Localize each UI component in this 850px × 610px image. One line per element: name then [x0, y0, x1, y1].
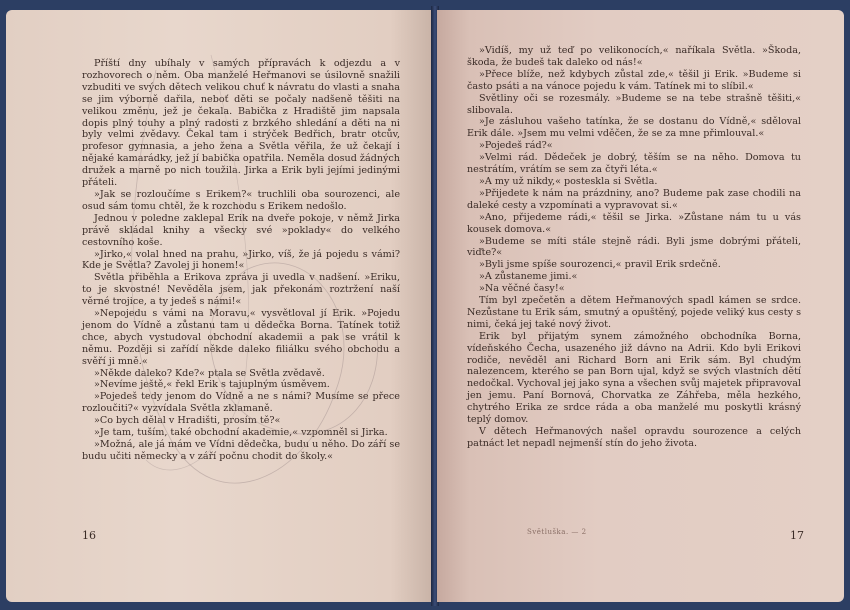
paragraph: »Nevíme ještě,« řekl Erik s tajuplným úsměvem. [94, 379, 330, 391]
page-number-left: 16 [82, 529, 96, 542]
paragraph: Tím byl zpečetěn a dětem Heřmanových spadl kámen se srdce. Nezůstane tu Erik sám, smutný a opuštěný, pojede veliký kus cesty s nimi, čeká jej také nový život. [467, 295, 801, 330]
paragraph: »Velmi rád. Dědeček je dobrý, těším se na něho. Domova tu nestrátím, vrátím se sem za čtyři léta.« [467, 152, 801, 176]
paragraph: »Co bych dělal v Hradišti, prosím tě?« [94, 415, 281, 427]
paragraph: Světliny oči se rozesmály. »Budeme se na tebe strašně těšiti,« slibovala. [467, 92, 801, 116]
left-page-text [82, 58, 400, 463]
paragraph: V dětech Heřmanových našel opravdu sourozence a celých patnáct let nepadl nejmenší stín do jeho života. [467, 426, 801, 449]
paragraph: »Jak se rozloučíme s Erikem?« truchlili oba sourozenci, ale osud sám tomu chtěl, že k rozchodu s Erikem nedošlo. [82, 188, 400, 212]
paragraph: »Pojedeš tedy jenom do Vídně a ne s námi? Musíme se přece rozloučiti?« vyzvídala Světla zklamaně. [82, 391, 400, 415]
paragraph: »Možná, ale já mám ve Vídni dědečka, budu u něho. Do září se budu učiti německy a v září počnu chodit do školy.« [82, 439, 400, 462]
paragraph: »Jirko,« volal hned na prahu, »Jirko, víš, že já pojedu s vámi? Kde je Světla? Zavolej ji honem!« [82, 248, 400, 272]
paragraph: »A my už nikdy,« posteskla si Světla. [479, 175, 658, 187]
paragraph: »Je tam, tuším, také obchodní akademie,« vzpomněl si Jirka. [94, 427, 388, 439]
paragraph: »Byli jsme spíše sourozenci,« pravil Erik srdečně. [479, 259, 721, 271]
paragraph: »Ano, přijedeme rádi,« těšil se Jirka. »Zůstane nám tu u vás kousek domova.« [467, 211, 801, 235]
paragraph: »Budeme se míti stále stejně rádi. Byli jsme dobrými přáteli, viďte?« [467, 235, 801, 259]
signature-mark: Světluška. — 2 [527, 528, 587, 536]
paragraph: »Nepojedu s vámi na Moravu,« vysvětloval jí Erik. »Pojedu jenom do Vídně a zůstanu tam u dědečka Borna. Tatínek totiž chce, abych vystudoval obchodní akademii a pak se vrátil k němu. Později si zařídí někde daleko filiálku svého obchodu a svěří ji mně.« [82, 308, 400, 367]
right-page [437, 10, 844, 602]
paragraph: Světla přiběhla a Erikova zpráva ji uvedla v nadšení. »Eriku, to je skvostné! Nevěděla jsem, jak překonám roztržení naší věrné trojice, a ty jedeš s námi!« [82, 272, 400, 308]
paragraph: Erik byl přijatým synem zámožného obchodníka Borna, vídeňského Čecha, usazeného již dávno na Adrii. Kdo byli Erikovi rodiče, nevěděl ani Richard Born ani Erik sám. Byl chudým nalezencem, kterého se pan Born ujal, když se svých vlastních dětí nedočkal. Vychoval jej jako syna a všechen svůj majetek připravoval jen jemu. Paní Bornová, Chorvatka ze Záhřeba, měla hezkého, chytrého Erika ze srdce ráda a oba manželé mu poskytli krásný teplý domov. [467, 330, 801, 426]
paragraph: »Pojedeš rád?« [479, 140, 553, 152]
right-page-text [467, 45, 801, 450]
paragraph: »Je zásluhou vašeho tatínka, že se dostanu do Vídně,« sděloval Erik dále. »Jsem mu velmi vděčen, že se za mne přimlouval.« [467, 116, 801, 140]
left-page [6, 10, 433, 602]
paragraph: »A zůstaneme jimi.« [479, 271, 578, 283]
page-number-right: 17 [790, 529, 804, 542]
paragraph: »Někde daleko? Kde?« ptala se Světla zvědavě. [94, 367, 325, 379]
paragraph: Příští dny ubíhaly v samých přípravách k odjezdu a v rozhovorech o něm. Oba manželé Heřmanovi se úsilovně snažili vzbuditi ve svých dětech velikou chuť k návratu do vlasti a snaha se jim výborně dařila, neboť děti se počaly nadšeně těšiti na velikou změnu, jež je čekala. Babička z Hradiště jim napsala dopis plný touhy a plný radosti z brzkého shledání a děti na ni byly velmi zvědavy. Čekal tam i strýček Bedřich, bratr otcův, profesor gymnasia, a jeho žena a Světla věřila, že už čekají i nějaké kamarádky, jež jí babička opatřila. Neměla dosud žádných družek a marně po nich toužila. Jirka a Erik byli jejími jedinými přáteli. [82, 58, 400, 189]
paragraph: »Na věčné časy!« [479, 283, 565, 295]
paragraph: »Přece blíže, než kdybych zůstal zde,« těšil ji Erik. »Budeme si často psáti a na vánoce pojedu k vám. Tatínek mi to slíbil.« [467, 68, 801, 92]
paragraph: Jednou v poledne zaklepal Erik na dveře pokoje, v němž Jirka právě skládal knihy a všecky své »poklady« do velkého cestovního koše. [82, 212, 400, 248]
paragraph: »Přijedete k nám na prázdniny, ano? Budeme pak zase chodili na daleké cesty a vzpomínati a vypravovat si.« [467, 187, 801, 211]
paragraph: »Vidíš, my už teď po velikonocích,« naříkala Světla. »Škoda, škoda, že budeš tak daleko od nás!« [467, 45, 801, 68]
